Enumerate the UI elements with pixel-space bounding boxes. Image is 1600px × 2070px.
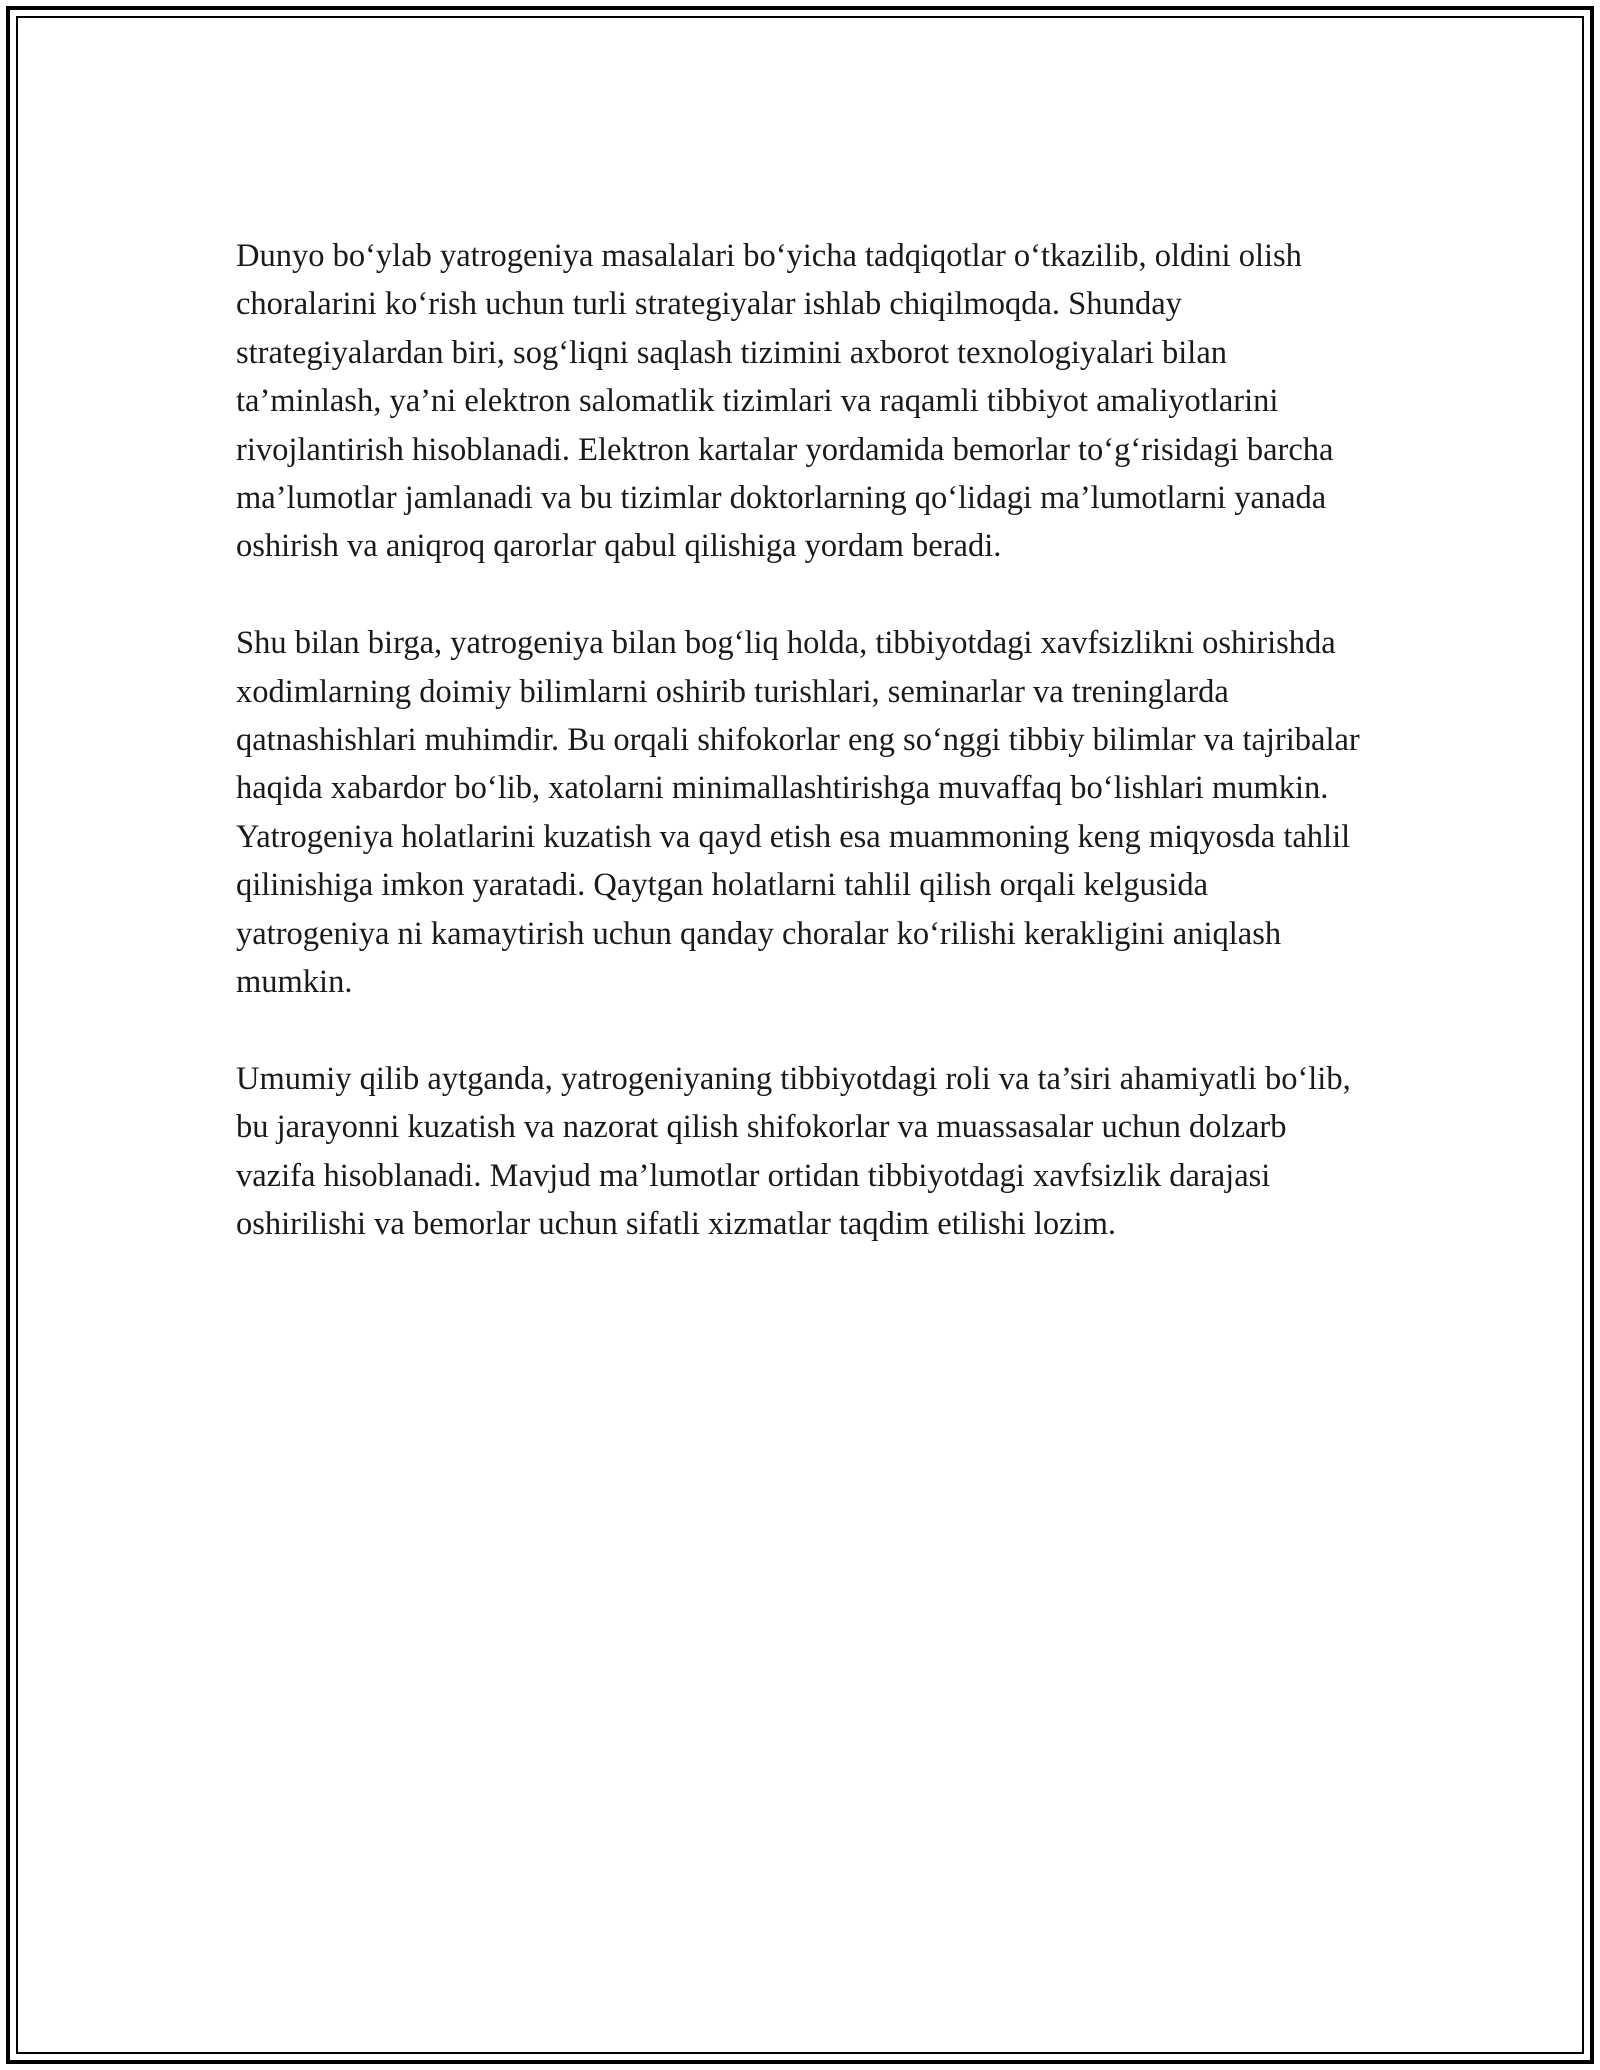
paragraph-1: Dunyo bo‘ylab yatrogeniya masalalari bo‘yicha tadqiqotlar o‘tkazilib, oldini olish choralarini ko‘rish uchun turli strategiyalar ishlab chiqilmoqda. Shunday strategiyalardan biri, sog‘liqni saqlash tizimini axborot texnologiyalari bilan ta’minlash, ya’ni elektron salomatlik tizimlari va raqamli tibbiyot amaliyotlarini rivojlantirish hisoblanadi. Elektron kartalar yordamida bemorlar to‘g‘risidagi barcha ma’lumotlar jamlanadi va bu tizimlar doktorlarning qo‘lidagi ma’lumotlarni yanada oshirish va aniqroq qarorlar qabul qilishiga yordam beradi.: [236, 238, 1334, 565]
document-body: [236, 232, 1366, 1297]
paragraph-2: Shu bilan birga, yatrogeniya bilan bog‘liq holda, tibbiyotdagi xavfsizlikni oshirishda xodimlarning doimiy bilimlarni oshirib turishlari, seminarlar va treninglarda qatnashishlari muhimdir. Bu orqali shifokorlar eng so‘nggi tibbiy bilimlar va tajribalar haqida xabardor bo‘lib, xatolarni minimallashtirishga muvaffaq bo‘lishlari mumkin. Yatrogeniya holatlarini kuzatish va qayd etish esa muammoning keng miqyosda tahlil qilinishiga imkon yaratadi. Qaytgan holatlarni tahlil qilish orqali kelgusida yatrogeniya ni kamaytirish uchun qanday choralar ko‘rilishi kerakligini aniqlash mumkin.: [236, 625, 1360, 1001]
paragraph-3: Umumiy qilib aytganda, yatrogeniyaning tibbiyotdagi roli va ta’siri ahamiyatli bo‘lib, bu jarayonni kuzatish va nazorat qilish shifokorlar va muassasalar uchun dolzarb vazifa hisoblanadi. Mavjud ma’lumotlar ortidan tibbiyotdagi xavfsizlik darajasi oshirilishi va bemorlar uchun sifatli xizmatlar taqdim etilishi lozim.: [236, 1060, 1351, 1243]
